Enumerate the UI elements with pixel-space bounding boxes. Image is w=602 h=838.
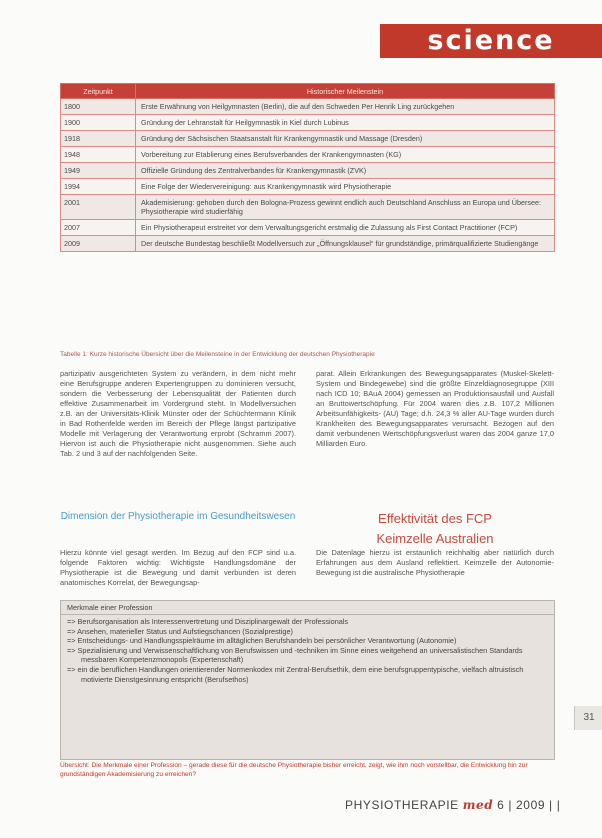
table-row xyxy=(61,115,555,131)
row-milestone: Offizielle Gründung des Zentralverbandes für Krankengymnastik (ZVK) xyxy=(136,163,555,179)
row-milestone: Der deutsche Bundestag beschließt Modellversuch zur „Öffnungsklausel“ für grundständige, primärqualifizierte Studiengänge xyxy=(136,236,555,252)
body-column-right-bottom: Die Datenlage hierzu ist erstaunlich reichhaltig aber natürlich durch Erfahrungen aus dem Ausland reflektiert. Keimzelle der Autonomie-Bewegung ist die australische Physiotherapie xyxy=(316,548,554,577)
row-year: 2007 xyxy=(61,220,136,236)
table-row xyxy=(61,179,555,195)
table-row xyxy=(61,163,555,179)
body-column-left-bottom: Hierzu könnte viel gesagt werden. Im Bezug auf den FCP sind u.a. folgende Faktoren wichtig: Wichtigste Handlungsdomäne der Physiotherapie ist die Bewegung und damit verbunden ist deren anatomisches Korrelat, der Bewegungsap- xyxy=(60,548,296,587)
row-year: 1800 xyxy=(61,99,136,115)
history-table xyxy=(60,83,555,252)
magazine-name: PHYSIOTHERAPIE xyxy=(345,798,459,812)
row-year: 1949 xyxy=(61,163,136,179)
row-milestone: Erste Erwähnung von Heilgymnasten (Berlin), die auf den Schweden Per Henrik Ling zurückgehen xyxy=(136,99,555,115)
row-year: 2001 xyxy=(61,195,136,220)
body-column-right-top: parat. Allein Erkrankungen des Bewegungsapparates (Muskel-Skelett-System und Bindegewebe) sind die größte Einzeldiagnosegruppe (XIII nach ICD 10; BAuA 2004) gemessen an Produktionsausfall und Ausfall an Bruttowertschöpfung. Für 2004 waren dies z.B. 107,2 Millionen Arbeitsunfähigkeits- (AU) Tage; d.h. 24,3 % aller AU-Tage wurden durch Krankheiten des Bewegungsapparates verursacht. Bezogen auf den damit verbundenen Wertschöpfungsverlust waren das 2004 ganze 17,0 Milliarden Euro. xyxy=(316,369,554,448)
row-milestone: Eine Folge der Wiedervereinigung: aus Krankengymnastik wird Physiotherapie xyxy=(136,179,555,195)
features-list xyxy=(61,617,554,684)
row-year: 1948 xyxy=(61,147,136,163)
magazine-footer xyxy=(345,798,575,812)
row-year: 1918 xyxy=(61,131,136,147)
row-milestone: Gründung der Sächsischen Staatsanstalt für Krankengymnastik und Massage (Dresden) xyxy=(136,131,555,147)
magazine-brand: med xyxy=(462,798,494,812)
row-milestone: Vorbereitung zur Etablierung eines Berufsverbandes der Krankengymnasten (KG) xyxy=(136,147,555,163)
box-title: Merkmale einer Profession xyxy=(61,601,554,615)
row-year: 2009 xyxy=(61,236,136,252)
profession-features-box xyxy=(60,600,555,760)
list-item: => Berufsorganisation als Interessenvertretung und Disziplinargewalt der Professionals xyxy=(67,617,349,626)
body-column-left-top: partizipativ ausgerichteten System zu verändern, in dem nicht mehr eine Berufsgruppe anderen Expertengruppen zu dominieren versucht, sondern die Verbesserung der Lebensqualität der Patienten durch effektive Zusammenarbeit im Vordergrund steht. In Modellversuchen z.B. an der Universitäts-Klinik Münster oder der Schüchtermann Klinik in Bad Rothenfelde werden im Bereich der Pflege längst partizipative Modelle mit Verlagerung der Verantwortung erprobt (Schramm 2007). Hiervon ist auch die Physiotherapie nicht ausgenommen. Siehe auch Tab. 2 und 3 auf der nachfolgenden Seite. xyxy=(60,369,296,458)
box-caption: Übersicht: Die Merkmale einer Profession – gerade diese für die deutsche Physiotherapie bisher erreicht, zeigt, wie ihm noch vorstellbar, die Entwicklung hin zur grundständigen Akademisierung zu erreichen? xyxy=(60,762,528,778)
row-milestone: Akademisierung: gehoben durch den Bologna-Prozess gewinnt endlich auch Deutschland Anschluss an Europa und Übersee: Physiotherapie wird studierfähig xyxy=(136,195,555,220)
table-row xyxy=(61,220,555,236)
table-header-row xyxy=(61,84,555,99)
table-row xyxy=(61,195,555,220)
row-milestone: Gründung der Lehranstalt für Heilgymnastik in Kiel durch Lubinus xyxy=(136,115,555,131)
column-header-milestone: Historischer Meilenstein xyxy=(136,84,555,99)
heading-effectiveness-line2: Keimzelle Australien xyxy=(376,531,494,546)
row-year: 1900 xyxy=(61,115,136,131)
list-item: => Entscheidungs- und Handlungsspielräume im alltäglichen Berufshandeln bei persönlicher Verantwortung (Autonomie) xyxy=(67,636,457,646)
heading-effectiveness-line1: Effektivität des FCP xyxy=(378,511,492,526)
heading-effectiveness xyxy=(316,509,554,549)
section-banner: science xyxy=(380,24,602,58)
table-row xyxy=(61,236,555,252)
row-year: 1994 xyxy=(61,179,136,195)
table-row xyxy=(61,131,555,147)
table-row xyxy=(61,99,555,115)
issue-number: 6 | 2009 | | xyxy=(497,798,561,812)
row-milestone: Ein Physiotherapeut erstreitet vor dem Verwaltungsgericht erstmalig die Zulassung als First Contact Practitioner (FCP) xyxy=(136,220,555,236)
list-item: => Ansehen, materieller Status und Aufstiegschancen (Sozialprestige) xyxy=(67,626,293,636)
page-number: 31 xyxy=(574,706,602,730)
table-caption: Tabelle 1: Kurze historische Übersicht über die Meilensteine in der Entwicklung der deutschen Physiotherapie xyxy=(60,351,375,358)
heading-dimension: Dimension der Physiotherapie im Gesundheitswesen xyxy=(60,511,296,522)
table-row xyxy=(61,147,555,163)
column-header-year: Zeitpunkt xyxy=(61,84,136,99)
list-item: => ein die beruflichen Handlungen orientierender Normenkodex mit Zentral-Berufsethik, dem eine berufsgruppentypische, vielfach altruistisch motivierte Dienstgesinnung entspricht (Berufsethos) xyxy=(67,664,524,684)
list-item: => Spezialisierung und Verwissenschaftlichung von Berufswissen und -techniken im Sinne eines weitgehend an universalistischen Standards messbaren Kompetenzmonopols (Expertenschaft) xyxy=(67,645,523,665)
